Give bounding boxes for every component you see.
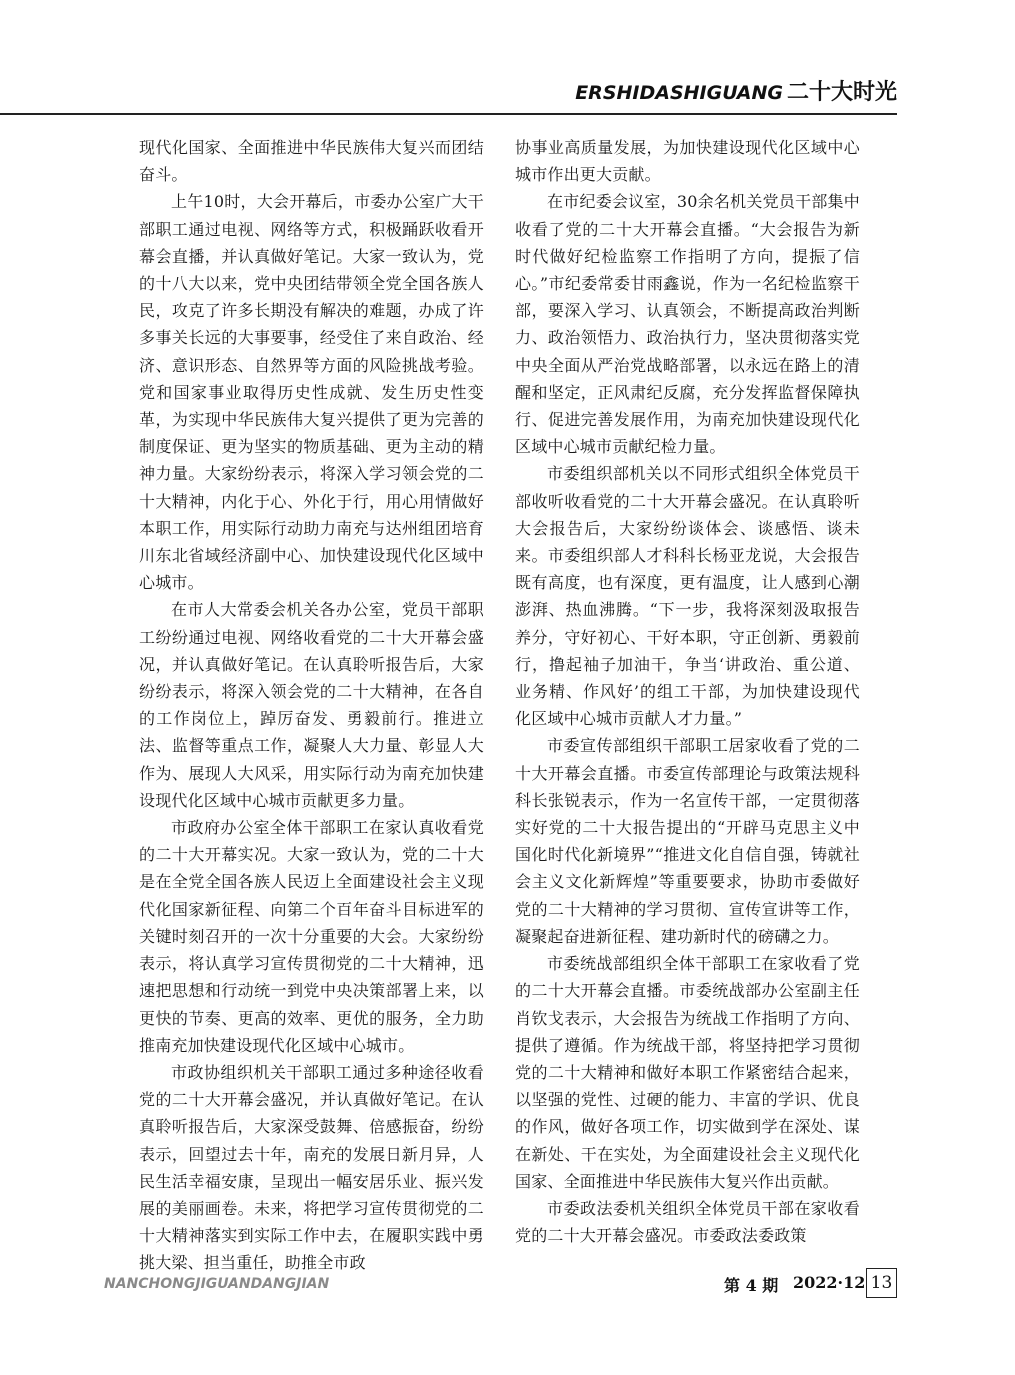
paragraph: 市政协组织机关干部职工通过多种途径收看党的二十大开幕会盛况，并认真做好笔记。在认真聆听报告后，大家深受鼓舞、倍感振奋，纷纷表示，回望过去十年，南充的发展日新月异，人民生活幸福安康，呈现出一幅安居乐业、振兴发展的美丽画卷。未来，将把学习宣传贯彻党的二十大精神落实到实际工作中去，在履职实践中勇挑大梁、担当重任，助推全市政 bbox=[139, 1062, 484, 1273]
paragraph: 市委政法委机关组织全体党员干部在家收看党的二十大开幕会盛况。市委政法委政策 bbox=[515, 1198, 860, 1246]
paragraph: 上午10时，大会开幕后，市委办公室广大干部职工通过电视、网络等方式，积极踊跃收看开幕会直播，并认真做好笔记。大家一致认为，党的十八大以来，党中央团结带领全党全国各族人民，攻克了许多长期没有解决的难题，办成了许多事关长远的大事要事，经受住了来自政治、经济、意识形态、自然界等方面的风险挑战考验。党和国家事业取得历史性成就、发生历史性变革，为实现中华民族伟大复兴提供了更为完善的制度保证、更为坚实的物质基础、更为主动的精神力量。大家纷纷表示，将深入学习领会党的二十大精神，内化于心、外化于行，用心用情做好本职工作，用实际行动助力南充与达州组团培育川东北省域经济副中心、加快建设现代化区域中心城市。 bbox=[139, 192, 484, 593]
page-number: 13 bbox=[866, 1268, 897, 1298]
issue-number: 第 4 期 bbox=[724, 1276, 779, 1295]
section-title-chinese: 二十大时光 bbox=[786, 80, 897, 105]
paragraph: 在市人大常委会机关各办公室，党员干部职工纷纷通过电视、网络收看党的二十大开幕会盛况，并认真做好笔记。在认真聆听报告后，大家纷纷表示，将深入领会党的二十大精神，在各自的工作岗位上，踔厉奋发、勇毅前行。推进立法、监督等重点工作，凝聚人大力量、彰显人大作为、展现人大风采，用实际行动为南充加快建设现代化区域中心城市贡献更多力量。 bbox=[139, 600, 484, 810]
paragraph: 市委统战部组织全体干部职工在家收看了党的二十大开幕会直播。市委统战部办公室副主任肖钦戈表示，大会报告为统战工作指明了方向、提供了遵循。作为统战干部，将坚持把学习贯彻党的二十大精神和做好本职工作紧密结合起来，以坚强的党性、过硬的能力、丰富的学识、优良的作风，做好各项工作，切实做到学在深处、谋在新处、干在实处，为全面建设社会主义现代化国家、全面推进中华民族伟大复兴作出贡献。 bbox=[515, 954, 860, 1191]
paragraph: 市委组织部机关以不同形式组织全体党员干部收听收看党的二十大开幕会盛况。在认真聆听大会报告后，大家纷纷谈体会、谈感悟、谈未来。市委组织部人才科科长杨亚龙说，大会报告既有高度，也有深度，更有温度，让人感到心潮澎湃、热血沸腾。“下一步，我将深刻汲取报告养分，守好初心、干好本职，守正创新、勇毅前行，撸起袖子加油干，争当‘讲政治、重公道、业务精、作风好’的组工干部，为加快建设现代化区域中心城市贡献人才力量。” bbox=[515, 464, 860, 729]
paragraph: 在市纪委会议室，30余名机关党员干部集中收看了党的二十大开幕会直播。“大会报告为新时代做好纪检监察工作指明了方向，提振了信心。”市纪委常委甘雨鑫说，作为一名纪检监察干部，要深入学习、认真领会，不断提高政治判断力、政治领悟力、政治执行力，坚决贯彻落实党中央全面从严治党战略部署，以永远在路上的清醒和坚定，正风肃纪反腐，充分发挥监督保障执行、促进完善发展作用，为南充加快建设现代化区域中心城市贡献纪检力量。 bbox=[515, 192, 860, 457]
section-title-latin: ERSHIDASHIGUANG bbox=[575, 82, 783, 104]
paragraph: 协事业高质量发展，为加快建设现代化区域中心城市作出更大贡献。 bbox=[515, 138, 860, 185]
paragraph: 现代化国家、全面推进中华民族伟大复兴而团结奋斗。 bbox=[139, 138, 484, 185]
right-text-column bbox=[515, 134, 860, 1249]
issue-date: 2022·12 bbox=[793, 1273, 866, 1292]
header-rule bbox=[0, 113, 897, 115]
paragraph: 市政府办公室全体干部职工在家认真收看党的二十大开幕实况。大家一致认为，党的二十大是在全党全国各族人民迈上全面建设社会主义现代化国家新征程、向第二个百年奋斗目标进军的关键时刻召开的一次十分重要的大会。大家纷纷表示，将认真学习宣传贯彻党的二十大精神，迅速把思想和行动统一到党中央决策部署上来，以更快的节奏、更高的效率、更优的服务，全力助推南充加快建设现代化区域中心城市。 bbox=[139, 818, 484, 1055]
paragraph: 市委宣传部组织干部职工居家收看了党的二十大开幕会直播。市委宣传部理论与政策法规科科长张锐表示，作为一名宣传干部，一定贯彻落实好党的二十大报告提出的“开辟马克思主义中国化时代化新境界”“推进文化自信自强，铸就社会主义文化新辉煌”等重要要求，协助市委做好党的二十大精神的学习贯彻、宣传宣讲等工作，凝聚起奋进新征程、建功新时代的磅礴之力。 bbox=[515, 736, 860, 946]
journal-name-footer: NANCHONGJIGUANDANGJIAN bbox=[104, 1276, 330, 1292]
left-text-column bbox=[139, 134, 484, 1277]
journal-section-header bbox=[575, 80, 897, 105]
